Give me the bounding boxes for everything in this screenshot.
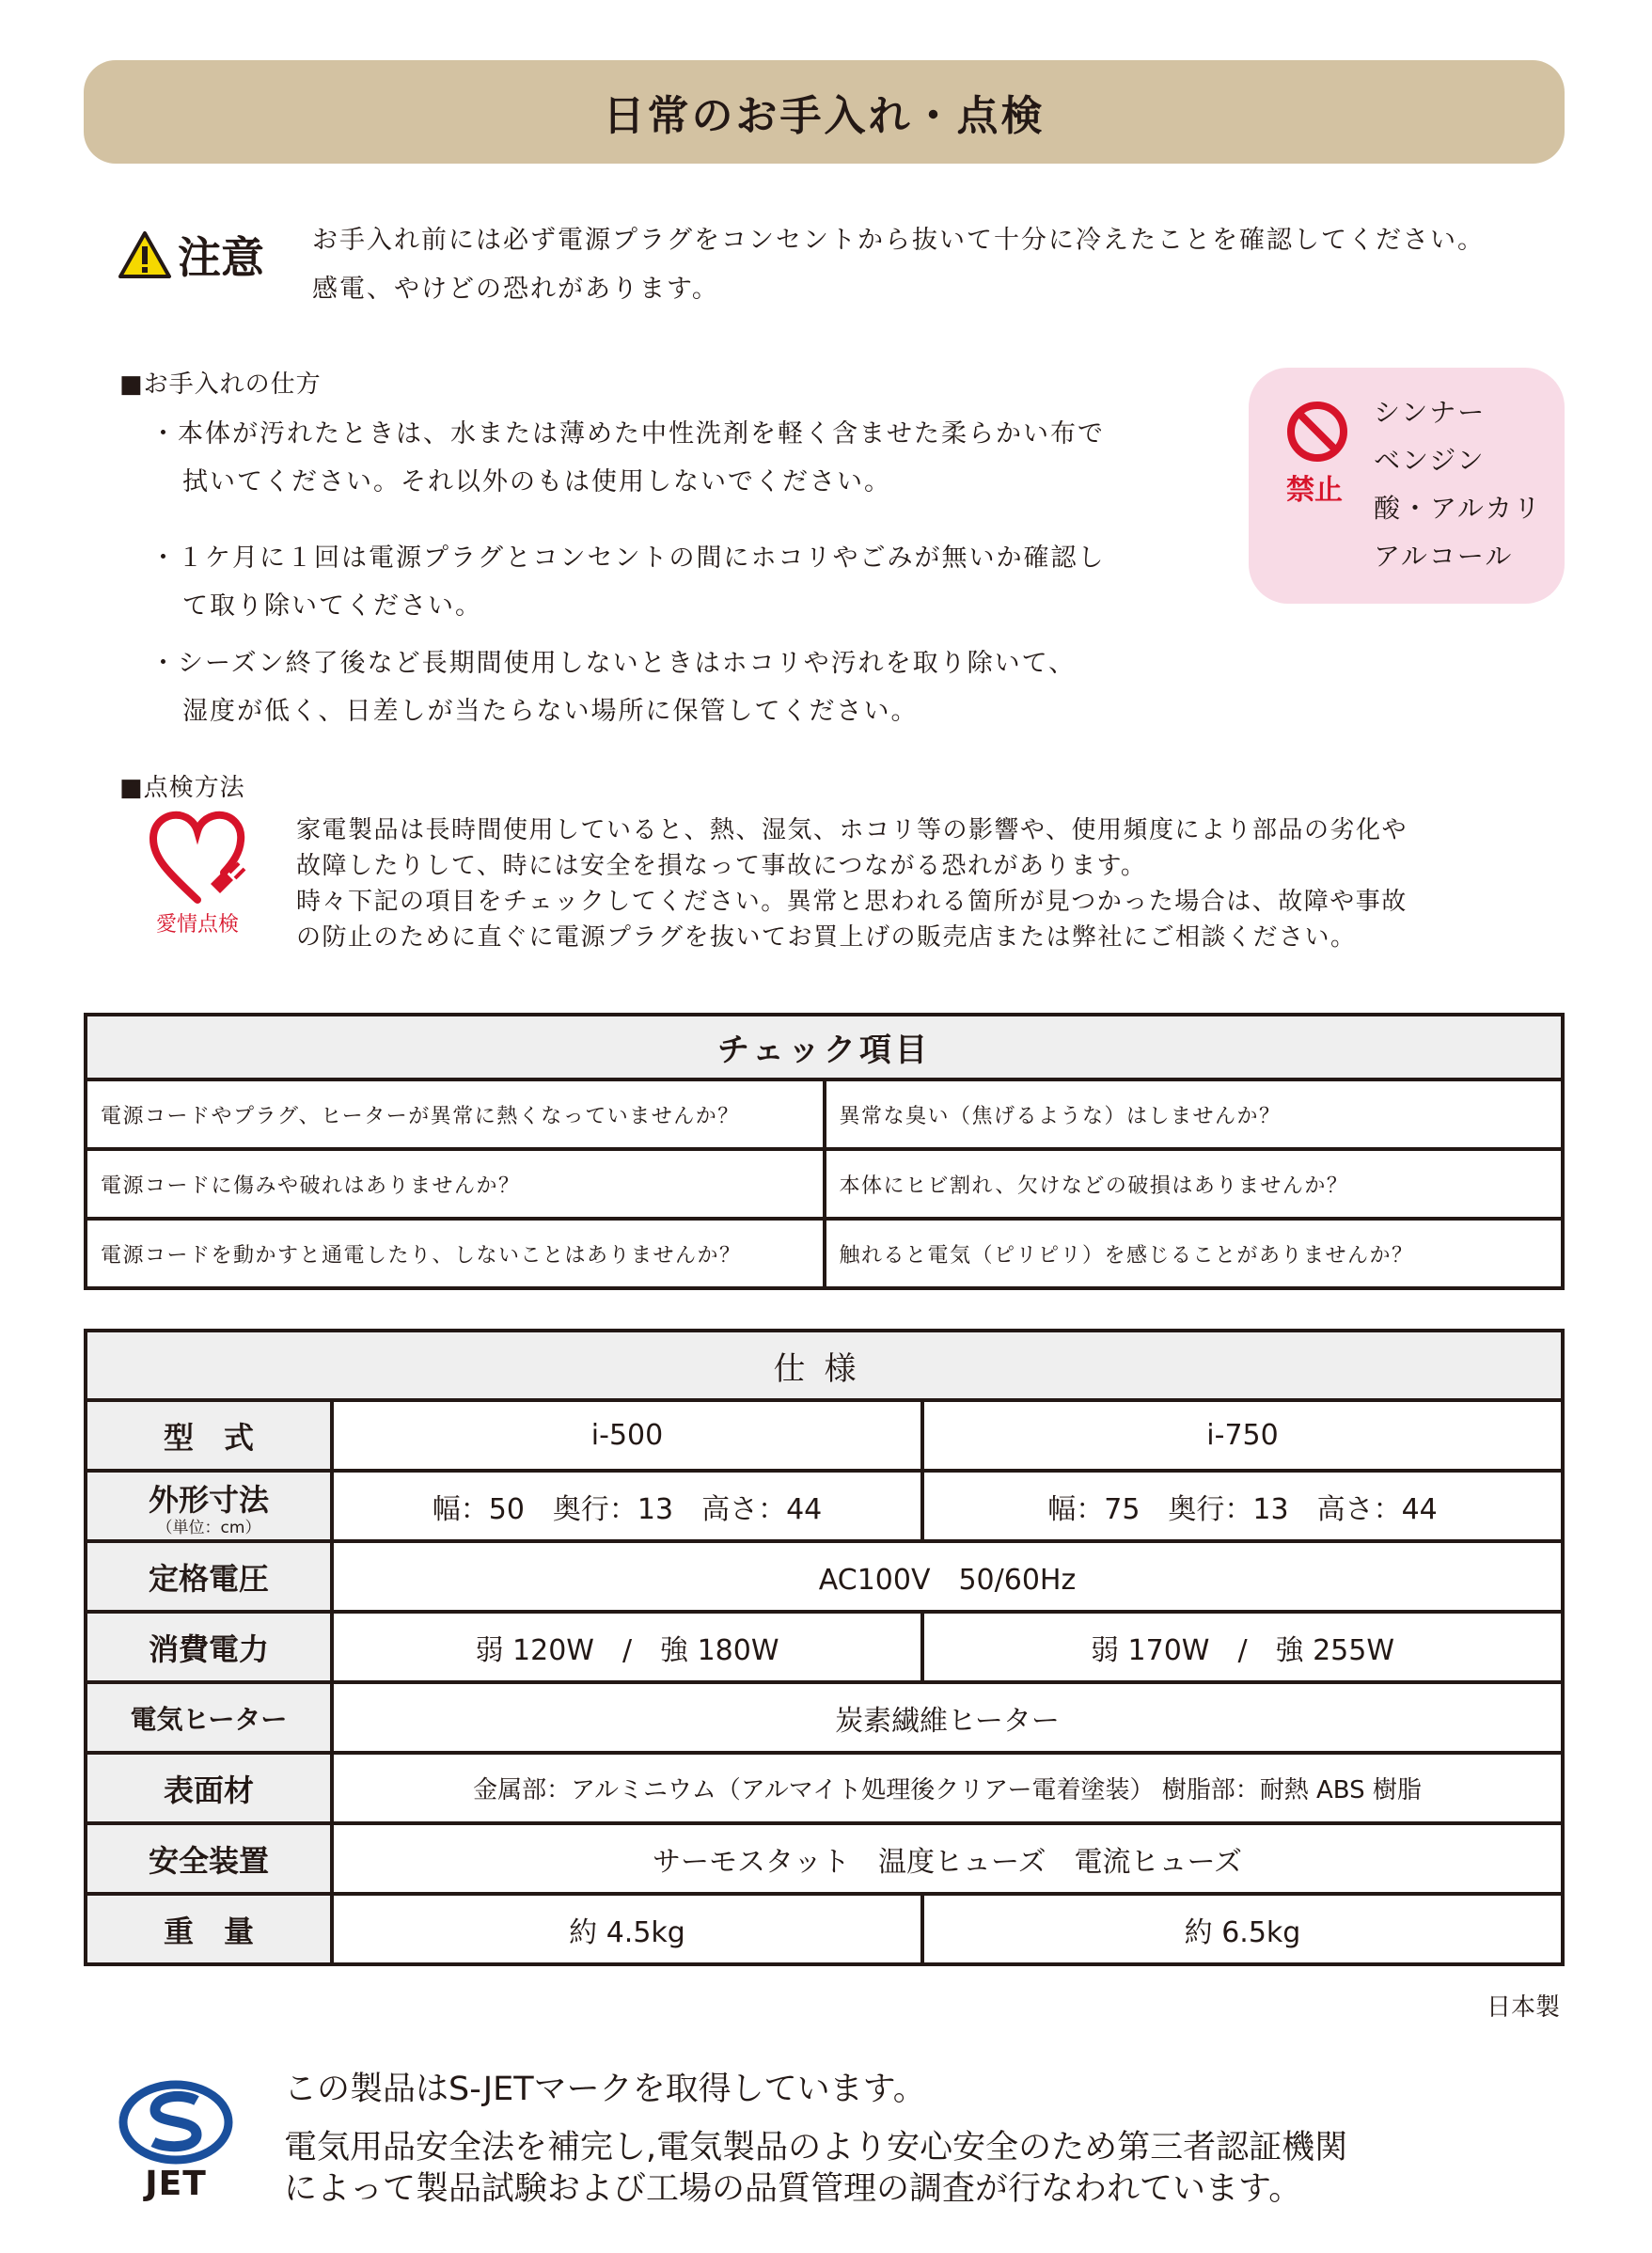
check-item: 電源コードを動かすと通電したり、しないことはありませんか？ <box>86 1219 825 1288</box>
spec-label: 安全装置 <box>86 1823 332 1894</box>
page-title: 日常のお手入れ・点検 <box>84 60 1565 164</box>
caution-line: お手入れ前には必ず電源プラグをコンセントから抜いて十分に冷えたことを確認してください。 <box>312 226 1485 255</box>
caution-label <box>118 224 264 286</box>
table-row <box>86 1400 1563 1471</box>
bullet-line: 湿度が低く、日差しが当たらない場所に保管してください。 <box>182 697 919 726</box>
aijo-tenken-logo <box>146 811 249 937</box>
warning-icon <box>118 230 172 279</box>
prohibited-item: 酸・アルカリ <box>1374 493 1542 524</box>
check-title: チェック項目 <box>86 1015 1563 1079</box>
care-bullet <box>150 410 1105 506</box>
spec-value: 弱 170W / 強 255W <box>922 1612 1563 1682</box>
prohibited-item: アルコール <box>1374 541 1514 572</box>
spec-title: 仕様 <box>86 1331 1563 1400</box>
s-jet-logo <box>115 2080 237 2203</box>
spec-label: 消費電力 <box>86 1612 332 1682</box>
logo-text: 愛情点検 <box>155 913 239 937</box>
spec-label: 電気ヒーター <box>86 1682 332 1753</box>
spec-label: 重 量 <box>86 1894 332 1964</box>
check-item: 電源コードに傷みや破れはありませんか？ <box>86 1149 825 1219</box>
check-item: 本体にヒビ割れ、欠けなどの破損はありませんか？ <box>825 1149 1564 1219</box>
prohibited-item: シンナー <box>1374 397 1487 428</box>
bullet-line: ・本体が汚れたときは、水または薄めた中性洗剤を軽く含ませた柔らかい布で <box>150 419 1105 449</box>
check-item: 異常な臭い（焦げるような）はしませんか？ <box>825 1079 1564 1149</box>
spec-label: 定格電圧 <box>86 1541 332 1612</box>
check-item: 電源コードやプラグ、ヒーターが異常に熱くなっていませんか？ <box>86 1079 825 1149</box>
table-row <box>86 1541 1563 1612</box>
check-item: 触れると電気（ピリピリ）を感じることがありませんか？ <box>825 1219 1564 1288</box>
inspection-line: 故障したりして、時には安全を損なって事故につながる恐れがあります。 <box>296 852 1147 880</box>
spec-value: 約 4.5kg <box>332 1894 922 1964</box>
caution-text <box>312 216 1485 314</box>
label-text: 外形寸法 <box>148 1481 269 1518</box>
s-jet-mark-icon <box>118 2080 234 2165</box>
jet-logo-text: JET <box>145 2165 207 2203</box>
table-row <box>86 1149 1563 1219</box>
jet-line: 電気用品安全法を補完し,電気製品のより安心安全のため第三者認証機関 <box>284 2129 1348 2166</box>
spec-value: i-500 <box>332 1400 922 1471</box>
prohibited-box <box>1249 368 1565 604</box>
table-row <box>86 1219 1563 1288</box>
inspection-line: 家電製品は長時間使用していると、熱、湿気、ホコリ等の影響や、使用頻度により部品の劣化や <box>296 816 1408 844</box>
spec-value: 炭素繊維ヒーター <box>332 1682 1563 1753</box>
care-bullet <box>150 534 1106 630</box>
spec-value: 約 6.5kg <box>922 1894 1563 1964</box>
prohibited-icon <box>1286 401 1348 463</box>
care-bullet <box>150 639 1076 735</box>
bullet-line: ・シーズン終了後など長期間使用しないときはホコリや汚れを取り除いて、 <box>150 649 1077 678</box>
bullet-line: て取り除いてください。 <box>182 591 482 621</box>
spec-value: サーモスタット 温度ヒューズ 電流ヒューズ <box>332 1823 1563 1894</box>
spec-value: 幅：75 奥行：13 高さ：44 <box>922 1471 1563 1541</box>
spec-label <box>86 1471 332 1541</box>
bullet-line: 拭いてください。それ以外のもは使用しないでください。 <box>182 467 891 496</box>
spec-value: i-750 <box>922 1400 1563 1471</box>
table-row <box>86 1753 1563 1823</box>
spec-value: 幅：50 奥行：13 高さ：44 <box>332 1471 922 1541</box>
unit-text: （単位：cm） <box>156 1518 261 1537</box>
jet-text <box>284 2069 1347 2210</box>
table-row <box>86 1823 1563 1894</box>
table-row <box>86 1682 1563 1753</box>
heart-plug-icon <box>149 811 247 905</box>
table-row <box>86 1079 1563 1149</box>
spec-value: 弱 120W / 強 180W <box>332 1612 922 1682</box>
bullet-line: ・１ケ月に１回は電源プラグとコンセントの間にホコリやごみが無いか確認し <box>150 544 1106 573</box>
check-table <box>84 1013 1565 1290</box>
jet-line: によって製品試験および工場の品質管理の調査が行なわれています。 <box>284 2170 1302 2208</box>
spec-value: 金属部：アルミニウム（アルマイト処理後クリアー電着塗装） 樹脂部：耐熱 ABS 樹脂 <box>332 1753 1563 1823</box>
inspection-text <box>296 812 1408 955</box>
caution-title: 注意 <box>178 232 264 283</box>
spec-value: AC100V 50/60Hz <box>332 1541 1563 1612</box>
prohibited-item: ベンジン <box>1374 445 1486 476</box>
prohibited-label: 禁止 <box>1286 474 1343 507</box>
care-heading: ■お手入れの仕方 <box>119 370 322 399</box>
table-row <box>86 1471 1563 1541</box>
inspection-line: の防止のために直ぐに電源プラグを抜いてお買上げの販売店または弊社にご相談ください。 <box>296 923 1357 952</box>
spec-table <box>84 1329 1565 1966</box>
jet-line: この製品はS-JETマークを取得しています。 <box>284 2071 926 2108</box>
caution-line: 感電、やけどの恐れがあります。 <box>312 275 719 304</box>
table-row <box>86 1612 1563 1682</box>
inspection-heading: ■点検方法 <box>119 774 245 802</box>
spec-label: 型 式 <box>86 1400 332 1471</box>
spec-label: 表面材 <box>86 1753 332 1823</box>
inspection-line: 時々下記の項目をチェックしてください。異常と思われる箇所が見つかった場合は、故障や事故 <box>296 888 1408 916</box>
made-in-label: 日本製 <box>1486 1993 1560 2022</box>
table-row <box>86 1894 1563 1964</box>
